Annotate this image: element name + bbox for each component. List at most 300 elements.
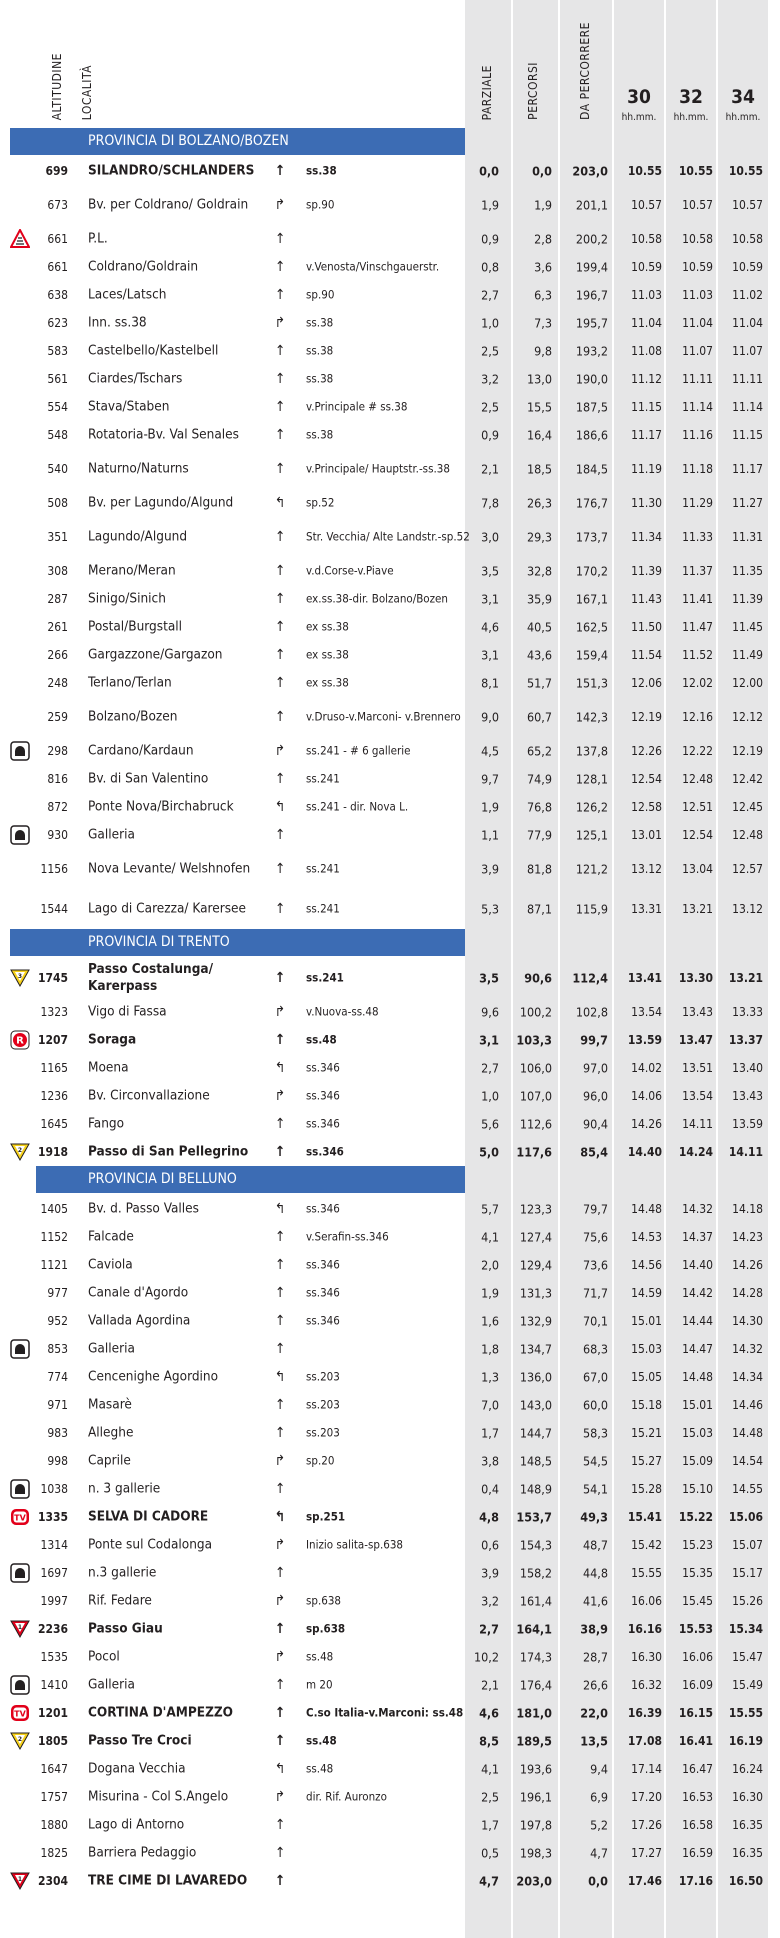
- altitude-cell: 661: [47, 260, 68, 274]
- time-34-cell: 13.40: [732, 1061, 763, 1075]
- altitude-cell: 930: [47, 828, 68, 842]
- road-cell: ss.346: [306, 1201, 340, 1216]
- road-cell: ss.241: [306, 901, 340, 916]
- time-32-cell: 11.16: [682, 428, 713, 442]
- altitude-cell: 248: [47, 676, 68, 690]
- direction-arrow-icon: ↰: [274, 495, 286, 511]
- direction-arrow-icon: ↑: [274, 1733, 286, 1749]
- altitude-cell: 1410: [40, 1678, 68, 1692]
- time-30-cell: 15.42: [631, 1538, 662, 1552]
- time-30-cell: 16.32: [631, 1678, 662, 1692]
- route-row: [0, 1335, 780, 1363]
- remaining-km-cell: 6,9: [590, 1789, 608, 1805]
- travelled-km-cell: 189,5: [516, 1733, 552, 1749]
- travelled-km-cell: 13,0: [526, 371, 552, 387]
- time-34-cell: 10.59: [732, 260, 763, 274]
- altitude-cell: 298: [47, 744, 68, 758]
- altitude-cell: 1880: [40, 1818, 68, 1832]
- travelled-km-cell: 40,5: [526, 619, 552, 635]
- time-32-cell: 12.54: [682, 828, 713, 842]
- direction-arrow-icon: ↑: [274, 1621, 286, 1637]
- altitude-cell: 977: [47, 1286, 68, 1300]
- travelled-km-cell: 154,3: [519, 1537, 552, 1553]
- road-cell: ss.346: [306, 1313, 340, 1328]
- altitude-cell: 983: [47, 1426, 68, 1440]
- time-34-cell: 14.46: [732, 1398, 763, 1412]
- time-34-cell: 13.12: [732, 902, 763, 916]
- altitude-cell: 583: [47, 344, 68, 358]
- time-34-cell: 11.17: [732, 462, 763, 476]
- locality-cell: Misurina - Col S.Angelo: [88, 1788, 229, 1805]
- time-32-cell: 15.22: [678, 1510, 713, 1524]
- travelled-km-cell: 158,2: [519, 1565, 552, 1581]
- travelled-km-cell: 134,7: [519, 1341, 552, 1357]
- road-cell: ex ss.38: [306, 647, 349, 662]
- road-cell: sp.638: [306, 1621, 346, 1636]
- remaining-km-cell: 96,0: [582, 1088, 608, 1104]
- time-34-cell: 10.55: [728, 164, 763, 178]
- partial-km-cell: 1,7: [481, 1425, 499, 1441]
- direction-arrow-icon: ↰: [274, 1060, 286, 1076]
- locality-cell: Canale d'Agordo: [88, 1284, 189, 1301]
- time-34-cell: 16.30: [732, 1790, 763, 1804]
- partial-km-cell: 2,5: [481, 1789, 499, 1805]
- road-cell: v.Venosta/Vinschgauerstr.: [306, 259, 440, 274]
- altitude-cell: 1745: [38, 971, 69, 985]
- remaining-km-cell: 190,0: [575, 371, 608, 387]
- route-row: [0, 1839, 780, 1867]
- locality-cell: Galleria: [88, 826, 135, 843]
- remaining-km-cell: 60,0: [582, 1397, 608, 1413]
- time-30-cell: 10.58: [631, 232, 662, 246]
- route-row: [0, 309, 780, 337]
- altitude-cell: 1335: [38, 1510, 69, 1524]
- remaining-km-cell: 176,7: [575, 495, 608, 511]
- partial-km-cell: 3,9: [481, 1565, 499, 1581]
- direction-arrow-icon: ↑: [274, 427, 286, 443]
- altitude-cell: 1121: [40, 1258, 68, 1272]
- time-30-cell: 16.06: [631, 1594, 662, 1608]
- altitude-cell: 1405: [40, 1202, 68, 1216]
- route-row: [0, 517, 780, 557]
- remaining-km-cell: 54,1: [582, 1481, 608, 1497]
- altitude-cell: 673: [47, 198, 68, 212]
- partial-km-cell: 0,4: [481, 1481, 499, 1497]
- time-34-cell: 15.06: [728, 1510, 763, 1524]
- remaining-km-cell: 151,3: [575, 675, 608, 691]
- locality-cell: Pocol: [88, 1648, 120, 1665]
- remaining-km-cell: 48,7: [582, 1537, 608, 1553]
- road-cell: sp.90: [306, 197, 335, 212]
- time-32-cell: 12.16: [682, 710, 713, 724]
- locality-cell: Inn. ss.38: [88, 314, 147, 331]
- locality-cell: Castelbello/Kastelbell: [88, 342, 219, 359]
- time-32-cell: 10.57: [682, 198, 713, 212]
- travelled-km-cell: 43,6: [526, 647, 552, 663]
- direction-arrow-icon: ↑: [274, 675, 286, 691]
- altitude-cell: 971: [47, 1398, 68, 1412]
- time-30-cell: 15.05: [631, 1370, 662, 1384]
- route-row: [0, 1363, 780, 1391]
- gpm-1-icon: [10, 1871, 30, 1891]
- time-32-cell: 11.47: [682, 620, 713, 634]
- locality-cell: Masarè: [88, 1396, 132, 1413]
- travelled-km-cell: 81,8: [526, 861, 552, 877]
- remaining-km-cell: 26,6: [582, 1677, 608, 1693]
- time-30-cell: 12.58: [631, 800, 662, 814]
- time-32-cell: 11.03: [682, 288, 713, 302]
- locality-cell: SILANDRO/SCHLANDERS: [88, 162, 255, 179]
- direction-arrow-icon: ↱: [274, 1453, 286, 1469]
- travelled-km-cell: 197,8: [519, 1817, 552, 1833]
- time-34-cell: 12.42: [732, 772, 763, 786]
- remaining-km-cell: 173,7: [575, 529, 608, 545]
- partial-km-cell: 1,9: [481, 197, 499, 213]
- time-32-cell: 14.24: [678, 1145, 713, 1159]
- altitude-cell: 1156: [40, 862, 68, 876]
- partial-km-cell: 2,7: [481, 287, 499, 303]
- partial-km-cell: 1,8: [481, 1341, 499, 1357]
- time-30-cell: 12.19: [631, 710, 662, 724]
- partial-km-cell: 3,1: [481, 647, 499, 663]
- time-30-cell: 14.26: [631, 1117, 662, 1131]
- remaining-km-cell: 162,5: [575, 619, 608, 635]
- time-30-cell: 11.39: [631, 564, 662, 578]
- partial-km-cell: 1,7: [481, 1817, 499, 1833]
- time-30-cell: 12.54: [631, 772, 662, 786]
- route-row: [0, 1195, 780, 1223]
- partial-km-cell: 0,6: [481, 1537, 499, 1553]
- locality-cell: Soraga: [88, 1031, 137, 1048]
- partial-km-cell: 5,6: [481, 1116, 499, 1132]
- time-34-cell: 12.19: [732, 744, 763, 758]
- travelled-km-cell: 117,6: [516, 1144, 552, 1160]
- direction-arrow-icon: ↑: [274, 371, 286, 387]
- remaining-km-cell: 79,7: [582, 1201, 608, 1217]
- time-32-cell: 10.59: [682, 260, 713, 274]
- time-32-cell: 13.51: [682, 1061, 713, 1075]
- time-34-cell: 14.28: [732, 1286, 763, 1300]
- time-32-cell: 16.41: [678, 1734, 713, 1748]
- partial-km-cell: 7,8: [481, 495, 499, 511]
- travelled-km-cell: 181,0: [516, 1705, 552, 1721]
- road-cell: sp.638: [306, 1593, 341, 1608]
- altitude-cell: 1697: [40, 1566, 68, 1580]
- refreshment-icon: [10, 1030, 30, 1050]
- remaining-km-cell: 126,2: [575, 799, 608, 815]
- time-30-cell: 11.50: [631, 620, 662, 634]
- route-row: [0, 697, 780, 737]
- route-row: [0, 1559, 780, 1587]
- route-row: [0, 998, 780, 1026]
- road-cell: ss.241: [306, 970, 344, 985]
- altitude-cell: 259: [47, 710, 68, 724]
- direction-arrow-icon: ↑: [274, 1425, 286, 1441]
- altitude-cell: 853: [47, 1342, 68, 1356]
- partial-km-cell: 10,2: [473, 1649, 499, 1665]
- route-row: [0, 1783, 780, 1811]
- remaining-km-cell: 71,7: [582, 1285, 608, 1301]
- locality-cell: SELVA DI CADORE: [88, 1508, 209, 1525]
- time-34-cell: 14.11: [728, 1145, 763, 1159]
- direction-arrow-icon: ↑: [274, 901, 286, 917]
- travelled-km-cell: 131,3: [519, 1285, 552, 1301]
- route-row: [0, 1447, 780, 1475]
- remaining-km-cell: 142,3: [575, 709, 608, 725]
- time-30-cell: 10.55: [627, 164, 662, 178]
- altitude-cell: 1918: [38, 1145, 69, 1159]
- direction-arrow-icon: ↱: [274, 1593, 286, 1609]
- time-34-cell: 15.17: [732, 1566, 763, 1580]
- altitude-cell: 774: [47, 1370, 68, 1384]
- road-cell: ss.48: [306, 1733, 337, 1748]
- partial-km-cell: 1,3: [481, 1369, 499, 1385]
- locality-cell: Nova Levante/ Welshnofen: [88, 860, 251, 877]
- locality-cell: Bv. per Lagundo/Algund: [88, 494, 234, 511]
- locality-cell: Galleria: [88, 1676, 135, 1693]
- direction-arrow-icon: ↑: [274, 1817, 286, 1833]
- route-row: [0, 1307, 780, 1335]
- time-34-cell: 15.34: [728, 1622, 763, 1636]
- time-34-cell: 11.02: [732, 288, 763, 302]
- header-time-30: 30: [627, 86, 651, 108]
- remaining-km-cell: 195,7: [575, 315, 608, 331]
- altitude-cell: 1647: [40, 1762, 68, 1776]
- header-time-30-unit: hh.mm.: [621, 112, 657, 123]
- partial-km-cell: 4,5: [481, 743, 499, 759]
- locality-cell: Caviola: [88, 1256, 133, 1273]
- road-cell: C.so Italia-v.Marconi: ss.48: [306, 1705, 464, 1720]
- road-cell: v.Principale/ Hauptstr.-ss.38: [306, 461, 450, 476]
- time-34-cell: 12.57: [732, 862, 763, 876]
- direction-arrow-icon: ↑: [274, 1116, 286, 1132]
- time-34-cell: 11.15: [732, 428, 763, 442]
- partial-km-cell: 3,9: [481, 861, 499, 877]
- route-row: [0, 737, 780, 765]
- partial-km-cell: 2,0: [481, 1257, 499, 1273]
- time-30-cell: 16.30: [631, 1650, 662, 1664]
- travelled-km-cell: 90,6: [524, 970, 552, 986]
- time-32-cell: 16.53: [682, 1790, 713, 1804]
- time-30-cell: 15.18: [631, 1398, 662, 1412]
- remaining-km-cell: 67,0: [582, 1369, 608, 1385]
- partial-km-cell: 9,6: [481, 1004, 499, 1020]
- route-row: [0, 1867, 780, 1895]
- remaining-km-cell: 196,7: [575, 287, 608, 303]
- partial-km-cell: 0,8: [481, 259, 499, 275]
- remaining-km-cell: 170,2: [575, 563, 608, 579]
- partial-km-cell: 5,0: [479, 1144, 499, 1160]
- partial-km-cell: 4,6: [481, 619, 499, 635]
- tunnel-icon: [10, 1563, 30, 1583]
- road-cell: ss.241: [306, 861, 340, 876]
- travelled-km-cell: 9,8: [534, 343, 552, 359]
- time-32-cell: 11.37: [682, 564, 713, 578]
- direction-arrow-icon: ↱: [274, 1088, 286, 1104]
- remaining-km-cell: 125,1: [575, 827, 608, 843]
- road-cell: sp.20: [306, 1453, 335, 1468]
- locality-cell: Ponte sul Codalonga: [88, 1536, 213, 1553]
- road-cell: ex ss.38: [306, 619, 349, 634]
- tv-icon: [10, 1507, 30, 1527]
- travelled-km-cell: 132,9: [519, 1313, 552, 1329]
- altitude-cell: 1165: [40, 1061, 68, 1075]
- svg-text:2: 2: [17, 1147, 23, 1154]
- table-header: [0, 0, 780, 128]
- time-34-cell: 15.49: [732, 1678, 763, 1692]
- partial-km-cell: 1,9: [481, 1285, 499, 1301]
- time-32-cell: 15.10: [682, 1482, 713, 1496]
- locality-cell: Falcade: [88, 1228, 134, 1245]
- time-30-cell: 17.27: [631, 1846, 662, 1860]
- direction-arrow-icon: ↑: [274, 1144, 286, 1160]
- partial-km-cell: 1,0: [481, 1088, 499, 1104]
- remaining-km-cell: 102,8: [575, 1004, 608, 1020]
- time-30-cell: 15.55: [631, 1566, 662, 1580]
- road-cell: ss.346: [306, 1116, 340, 1131]
- locality-cell: Terlano/Terlan: [88, 674, 172, 691]
- route-row: [0, 1503, 780, 1531]
- route-row: [0, 1671, 780, 1699]
- altitude-cell: 1645: [40, 1117, 68, 1131]
- travelled-km-cell: 51,7: [526, 675, 552, 691]
- remaining-km-cell: 193,2: [575, 343, 608, 359]
- tv-icon: [10, 1703, 30, 1723]
- partial-km-cell: 2,1: [481, 1677, 499, 1693]
- time-32-cell: 11.14: [682, 400, 713, 414]
- altitude-cell: 508: [47, 496, 68, 510]
- route-row: [0, 185, 780, 225]
- time-30-cell: 17.08: [627, 1734, 662, 1748]
- locality-cell: Rif. Fedare: [88, 1592, 152, 1609]
- partial-km-cell: 3,2: [481, 371, 499, 387]
- travelled-km-cell: 129,4: [519, 1257, 552, 1273]
- route-row: [0, 849, 780, 889]
- partial-km-cell: 2,7: [479, 1621, 499, 1637]
- altitude-cell: 638: [47, 288, 68, 302]
- route-table-body: [0, 128, 780, 1895]
- time-34-cell: 16.35: [732, 1818, 763, 1832]
- time-32-cell: 13.47: [678, 1033, 713, 1047]
- locality-cell: Bv. Circonvallazione: [88, 1087, 210, 1104]
- time-34-cell: 11.49: [732, 648, 763, 662]
- road-cell: sp.90: [306, 287, 335, 302]
- time-30-cell: 10.57: [631, 198, 662, 212]
- time-30-cell: 15.03: [631, 1342, 662, 1356]
- road-cell: ss.346: [306, 1257, 340, 1272]
- gpm-1-icon: [10, 1619, 30, 1639]
- remaining-km-cell: 0,0: [588, 1873, 608, 1889]
- travelled-km-cell: 16,4: [526, 427, 552, 443]
- direction-arrow-icon: ↑: [274, 1481, 286, 1497]
- remaining-km-cell: 159,4: [575, 647, 608, 663]
- route-row: [0, 1531, 780, 1559]
- time-32-cell: 12.22: [682, 744, 713, 758]
- route-row: [0, 489, 780, 517]
- gpm-3-icon: [10, 968, 30, 988]
- time-30-cell: 14.06: [631, 1089, 662, 1103]
- road-cell: ex ss.38: [306, 675, 349, 690]
- travelled-km-cell: 143,0: [519, 1397, 552, 1413]
- route-row: [0, 793, 780, 821]
- partial-km-cell: 3,0: [481, 529, 499, 545]
- locality-cell: Rotatoria-Bv. Val Senales: [88, 426, 239, 443]
- road-cell: sp.251: [306, 1509, 346, 1524]
- route-row: [0, 1279, 780, 1307]
- direction-arrow-icon: ↑: [274, 619, 286, 635]
- travelled-km-cell: 26,3: [526, 495, 552, 511]
- locality-cell: Ponte Nova/Birchabruck: [88, 798, 234, 815]
- route-row: [0, 393, 780, 421]
- time-34-cell: 15.26: [732, 1594, 763, 1608]
- remaining-km-cell: 54,5: [582, 1453, 608, 1469]
- road-cell: ss.346: [306, 1088, 340, 1103]
- road-cell: v.Druso-v.Marconi- v.Brennero: [306, 709, 461, 724]
- altitude-cell: 1544: [40, 902, 68, 916]
- remaining-km-cell: 73,6: [582, 1257, 608, 1273]
- time-34-cell: 15.07: [732, 1538, 763, 1552]
- time-32-cell: 11.07: [682, 344, 713, 358]
- travelled-km-cell: 76,8: [526, 799, 552, 815]
- travelled-km-cell: 60,7: [526, 709, 552, 725]
- gpm-2-icon: [10, 1731, 30, 1751]
- header-partial: PARZIALE: [480, 64, 494, 120]
- time-30-cell: 11.17: [631, 428, 662, 442]
- partial-km-cell: 5,7: [481, 1201, 499, 1217]
- time-34-cell: 13.37: [728, 1033, 763, 1047]
- locality-cell: Laces/Latsch: [88, 286, 167, 303]
- altitude-cell: 952: [47, 1314, 68, 1328]
- direction-arrow-icon: ↱: [274, 1537, 286, 1553]
- locality-cell: Coldrano/Goldrain: [88, 258, 199, 275]
- remaining-km-cell: 58,3: [582, 1425, 608, 1441]
- travelled-km-cell: 3,6: [534, 259, 552, 275]
- locality-cell: Alleghe: [88, 1424, 134, 1441]
- road-cell: ss.38: [306, 163, 337, 178]
- time-32-cell: 11.29: [682, 496, 713, 510]
- travelled-km-cell: 174,3: [519, 1649, 552, 1665]
- time-30-cell: 13.59: [627, 1033, 662, 1047]
- partial-km-cell: 0,9: [481, 427, 499, 443]
- altitude-cell: 1236: [40, 1089, 68, 1103]
- direction-arrow-icon: ↑: [274, 591, 286, 607]
- partial-km-cell: 0,0: [479, 163, 499, 179]
- route-row: [0, 225, 780, 253]
- time-34-cell: 15.47: [732, 1650, 763, 1664]
- remaining-km-cell: 4,7: [590, 1845, 608, 1861]
- remaining-km-cell: 187,5: [575, 399, 608, 415]
- time-32-cell: 11.41: [682, 592, 713, 606]
- travelled-km-cell: 106,0: [519, 1060, 552, 1076]
- section-band: PROVINCIA DI BELLUNO: [36, 1166, 465, 1193]
- route-row: [0, 1475, 780, 1503]
- remaining-km-cell: 9,4: [590, 1761, 608, 1777]
- time-34-cell: 16.35: [732, 1846, 763, 1860]
- altitude-cell: 816: [47, 772, 68, 786]
- altitude-cell: 261: [47, 620, 68, 634]
- svg-text:3: 3: [17, 973, 23, 980]
- altitude-cell: 1535: [40, 1650, 68, 1664]
- header-locality: LOCALITÀ: [80, 64, 94, 120]
- altitude-cell: 1323: [40, 1005, 68, 1019]
- road-cell: ss.346: [306, 1060, 340, 1075]
- direction-arrow-icon: ↑: [274, 287, 286, 303]
- time-30-cell: 12.06: [631, 676, 662, 690]
- direction-arrow-icon: ↑: [274, 1229, 286, 1245]
- route-row: [0, 1811, 780, 1839]
- time-30-cell: 11.19: [631, 462, 662, 476]
- time-32-cell: 16.06: [682, 1650, 713, 1664]
